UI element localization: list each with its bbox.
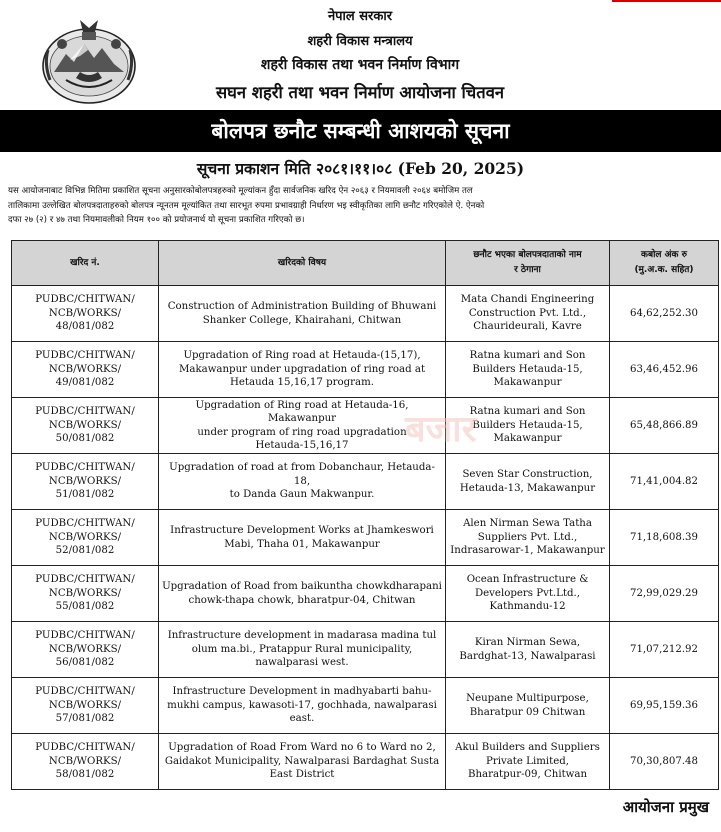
bidder-cell-line: Makawanpur: [493, 377, 562, 389]
subject-cell-line: mukhi campus, kawasoti-17, gochhada, nawalparasi: [167, 699, 437, 711]
procurement-no-cell-line: 51/081/082: [55, 489, 115, 501]
procurement-no-cell-line: 55/081/082: [55, 601, 115, 613]
table-header-row: [12, 241, 719, 286]
amount-cell: 71,41,004.82: [610, 454, 719, 510]
bidder-cell-line: Builders Hetauda-15,: [472, 363, 583, 375]
procurement-no-cell: [12, 678, 159, 734]
header-amount-line: कबोल अंक रु: [641, 250, 687, 260]
bidder-cell: [446, 622, 610, 678]
bidder-cell-line: Builders Hetauda-15,: [472, 419, 583, 431]
procurement-no-cell-line: PUDBC/CHITWAN/: [35, 742, 135, 754]
procurement-no-cell: [12, 510, 159, 566]
intro-paragraph: [8, 184, 713, 228]
procurement-no-cell-line: 50/081/082: [55, 433, 115, 445]
subject-cell: [159, 678, 446, 734]
subject-cell: [159, 510, 446, 566]
table-row: [12, 566, 719, 622]
subject-cell: [159, 398, 446, 454]
procurement-no-cell-line: PUDBC/CHITWAN/: [35, 406, 135, 418]
amount-cell: 65,48,866.89: [610, 398, 719, 454]
subject-cell-line: chowk-thapa chowk, bharatpur-04, Chitwan: [188, 594, 416, 606]
bidder-cell-line: Construction Pvt. Ltd.,: [468, 307, 587, 319]
bidder-cell-line: Seven Star Construction,: [462, 469, 593, 480]
procurement-no-cell-line: NCB/WORKS/: [48, 307, 122, 319]
procurement-no-cell: [12, 622, 159, 678]
amount-cell: 70,30,807.48: [610, 734, 719, 790]
procurement-no-cell: [12, 286, 159, 342]
subject-cell: [159, 342, 446, 398]
header-bidder-line: छनौट भएका बोलपत्रदाताको नाम: [473, 250, 582, 260]
subject-cell-line: nawalparasi west.: [255, 657, 349, 669]
header-line-ministry: शहरी विकास मन्त्रालय: [307, 34, 413, 49]
letterhead: [0, 0, 721, 108]
procurement-no-cell: [12, 454, 159, 510]
subject-cell-line: Construction of Administration Building of Bhuwani: [167, 301, 437, 312]
procurement-no-cell: [12, 342, 159, 398]
government-emblem-icon: [40, 14, 138, 106]
procurement-no-cell: [12, 566, 159, 622]
subject-cell-line: Infrastructure Development in madhyabarti bahu-: [172, 686, 432, 698]
procurement-no-cell-line: 52/081/082: [55, 545, 115, 557]
table-row: [12, 286, 719, 342]
subject-cell: [159, 734, 446, 790]
subject-cell: [159, 286, 446, 342]
table-row: [12, 734, 719, 790]
intro-line: तालिकामा उल्लेखित बोलपत्रदाताहरुको बोलपत्र न्यूनतम मूल्यांकित तथा सारभूत रुपमा प्रभावग्राही निर्धारण भइ स्वीकृतिका लागि छनौट गरिएकोले ऐ. ऐनको: [8, 200, 485, 211]
table-row: [12, 510, 719, 566]
table-row: [12, 454, 719, 510]
amount-cell: 71,07,212.92: [610, 622, 719, 678]
bidder-cell-line: Hetauda-13, Makawanpur: [459, 482, 596, 494]
procurement-no-cell-line: 48/081/082: [55, 321, 115, 333]
bidder-cell-line: Bharatpur 09 Chitwan: [469, 706, 586, 718]
subject-cell-line: East District: [269, 769, 335, 781]
bidder-cell-line: Ratna kumari and Son: [469, 350, 586, 362]
procurement-no-cell-line: PUDBC/CHITWAN/: [35, 686, 135, 698]
header-amount-line: (मु.अ.क. सहित): [634, 265, 694, 275]
bidder-cell-line: Private Limited,: [486, 755, 569, 767]
signature-project-chief: आयोजना प्रमुख: [622, 798, 709, 816]
table-row: [12, 398, 719, 454]
bidder-cell-line: Kiran Nirman Sewa,: [474, 637, 581, 648]
procurement-no-cell-line: 58/081/082: [55, 769, 115, 781]
table-row: [12, 622, 719, 678]
procurement-no-cell-line: NCB/WORKS/: [48, 643, 122, 655]
subject-cell-line: Upgradation of Road From Ward no 6 to Ward no 2,: [168, 742, 436, 754]
bidder-cell-line: Kathmandu-12: [489, 601, 566, 613]
header-line-project: सघन शहरी तथा भवन निर्माण आयोजना चितवन: [215, 83, 505, 102]
procurement-no-cell-line: 57/081/082: [55, 713, 115, 725]
intro-line: यस आयोजनाबाट विभिन्न मितिमा प्रकाशित सूचना अनुसारकोबोलपत्रहरुको मूल्यांकन हुँदा सार्वजनिक खरिद ऐन २०६३ र नियमावली २०६४ बमोजिम तल: [8, 186, 473, 196]
subject-cell-line: Upgradation of road at from Dobanchaur, Hetauda-18,: [169, 462, 435, 487]
bidder-cell: [446, 678, 610, 734]
intro-line: दफा २७ (२) र ४७ तथा नियमावलीको नियम १०० को प्रयोजनार्थ यो सूचना प्रकाशित गरिएको छ।: [8, 215, 305, 225]
procurement-no-cell-line: NCB/WORKS/: [48, 363, 122, 375]
procurement-no-cell-line: NCB/WORKS/: [48, 699, 122, 711]
procurement-no-cell-line: PUDBC/CHITWAN/: [35, 574, 135, 586]
subject-cell-line: east.: [289, 713, 315, 725]
bidder-cell-line: Developers Pvt.Ltd.,: [474, 587, 581, 599]
procurement-no-cell-line: PUDBC/CHITWAN/: [35, 630, 135, 642]
header-line-govt: नेपाल सरकार: [327, 9, 393, 24]
bidder-cell-line: Ratna kumari and Son: [469, 406, 586, 418]
procurement-no-cell-line: PUDBC/CHITWAN/: [35, 462, 135, 474]
amount-cell: 72,99,029.29: [610, 566, 719, 622]
bidder-cell-line: Bharatpur-09, Chitwan: [467, 769, 588, 781]
bidder-cell-line: Bardghat-13, Nawalparasi: [459, 650, 596, 662]
header-amount: [610, 241, 719, 286]
selected-bids-table: [11, 240, 719, 790]
bidder-cell-line: Suppliers Pvt. Ltd.,: [477, 531, 578, 543]
procurement-no-cell-line: NCB/WORKS/: [48, 475, 122, 487]
subject-cell-line: Upgradation of Ring road at Hetauda-(15,17),: [183, 350, 421, 362]
bidder-cell-line: Akul Builders and Suppliers: [455, 742, 600, 754]
subject-cell-line: Infrastructure Development Works at Jhamkeswori: [170, 525, 434, 536]
subject-cell-line: Makawanpur under upgradation of ring road at: [178, 363, 426, 375]
bidder-cell-line: Indrasarowar-1, Makawanpur: [450, 545, 605, 557]
bidder-cell-line: Chaurideurali, Kavre: [473, 321, 582, 333]
procurement-no-cell-line: PUDBC/CHITWAN/: [35, 350, 135, 362]
header-bidder: [446, 241, 610, 286]
header-subject: खरिदको विषय: [159, 241, 446, 286]
bidder-cell: [446, 566, 610, 622]
bidder-cell-line: Ocean Infrastructure &: [466, 574, 589, 586]
subject-cell-line: Hetauda 15,16,17 program.: [230, 377, 374, 389]
bidder-cell: [446, 342, 610, 398]
amount-cell: 69,95,159.36: [610, 678, 719, 734]
subject-cell-line: Hetauda-15,16,17: [255, 440, 349, 451]
procurement-no-cell-line: NCB/WORKS/: [48, 419, 122, 431]
table-row: [12, 342, 719, 398]
subject-cell: [159, 566, 446, 622]
subject-cell: [159, 454, 446, 510]
amount-cell: 63,46,452.96: [610, 342, 719, 398]
subject-cell-line: under program of ring road upgradation: [197, 426, 407, 438]
table-row: [12, 678, 719, 734]
subject-cell-line: to Danda Gaun Makwanpur.: [229, 489, 375, 501]
procurement-no-cell-line: NCB/WORKS/: [48, 755, 122, 767]
header-procurement-no: खरिद नं.: [12, 241, 159, 286]
bidder-cell: [446, 734, 610, 790]
subject-cell-line: olum ma.bi., Pratappur Rural municipality,: [191, 643, 413, 655]
subject-cell: [159, 622, 446, 678]
subject-cell-line: Infrastructure development in madarasa madina tul: [167, 630, 437, 642]
bidder-cell: [446, 510, 610, 566]
watermark: बजार: [405, 409, 477, 450]
procurement-no-cell-line: NCB/WORKS/: [48, 587, 122, 599]
procurement-no-cell: [12, 734, 159, 790]
procurement-no-cell-line: NCB/WORKS/: [48, 531, 122, 543]
notice-title-banner: बोलपत्र छनौट सम्बन्धी आशयको सूचना: [0, 110, 721, 152]
bidder-cell-line: Mata Chandi Engineering: [460, 294, 595, 306]
subject-cell-line: Gaidakot Municipality, Nawalparasi Bardaghat Susta: [164, 755, 440, 767]
bidder-cell: [446, 454, 610, 510]
bidder-cell: [446, 286, 610, 342]
procurement-no-cell: [12, 398, 159, 454]
subject-cell-line: Upgradation of Road from baikuntha chowkdharapani: [162, 581, 442, 592]
bidder-cell-line: Neupane Multipurpose,: [466, 693, 589, 704]
procurement-no-cell-line: 49/081/082: [55, 377, 115, 389]
header-bidder-line: र ठेगाना: [514, 265, 541, 275]
amount-cell: 64,62,252.30: [610, 286, 719, 342]
bidder-cell-line: Makawanpur: [493, 433, 562, 445]
procurement-no-cell-line: PUDBC/CHITWAN/: [35, 518, 135, 530]
subject-cell-line: Shanker College, Khairahani, Chitwan: [202, 314, 402, 326]
bidder-cell-line: Alen Nirman Sewa Tatha: [463, 518, 592, 530]
amount-cell: 71,18,608.39: [610, 510, 719, 566]
procurement-no-cell-line: 56/081/082: [55, 657, 115, 669]
procurement-no-cell-line: PUDBC/CHITWAN/: [35, 294, 135, 306]
subject-cell-line: Mabi, Thaha 01, Makawanpur: [224, 538, 380, 550]
publication-date: सूचना प्रकाशन मिति २०८१।११।०८ (Feb 20, 2025): [196, 159, 525, 178]
header-line-department: शहरी विकास तथा भवन निर्माण विभाग: [260, 57, 460, 73]
subject-cell-line: Upgradation of Ring road at Hetauda-16, Makawanpur: [195, 399, 409, 424]
